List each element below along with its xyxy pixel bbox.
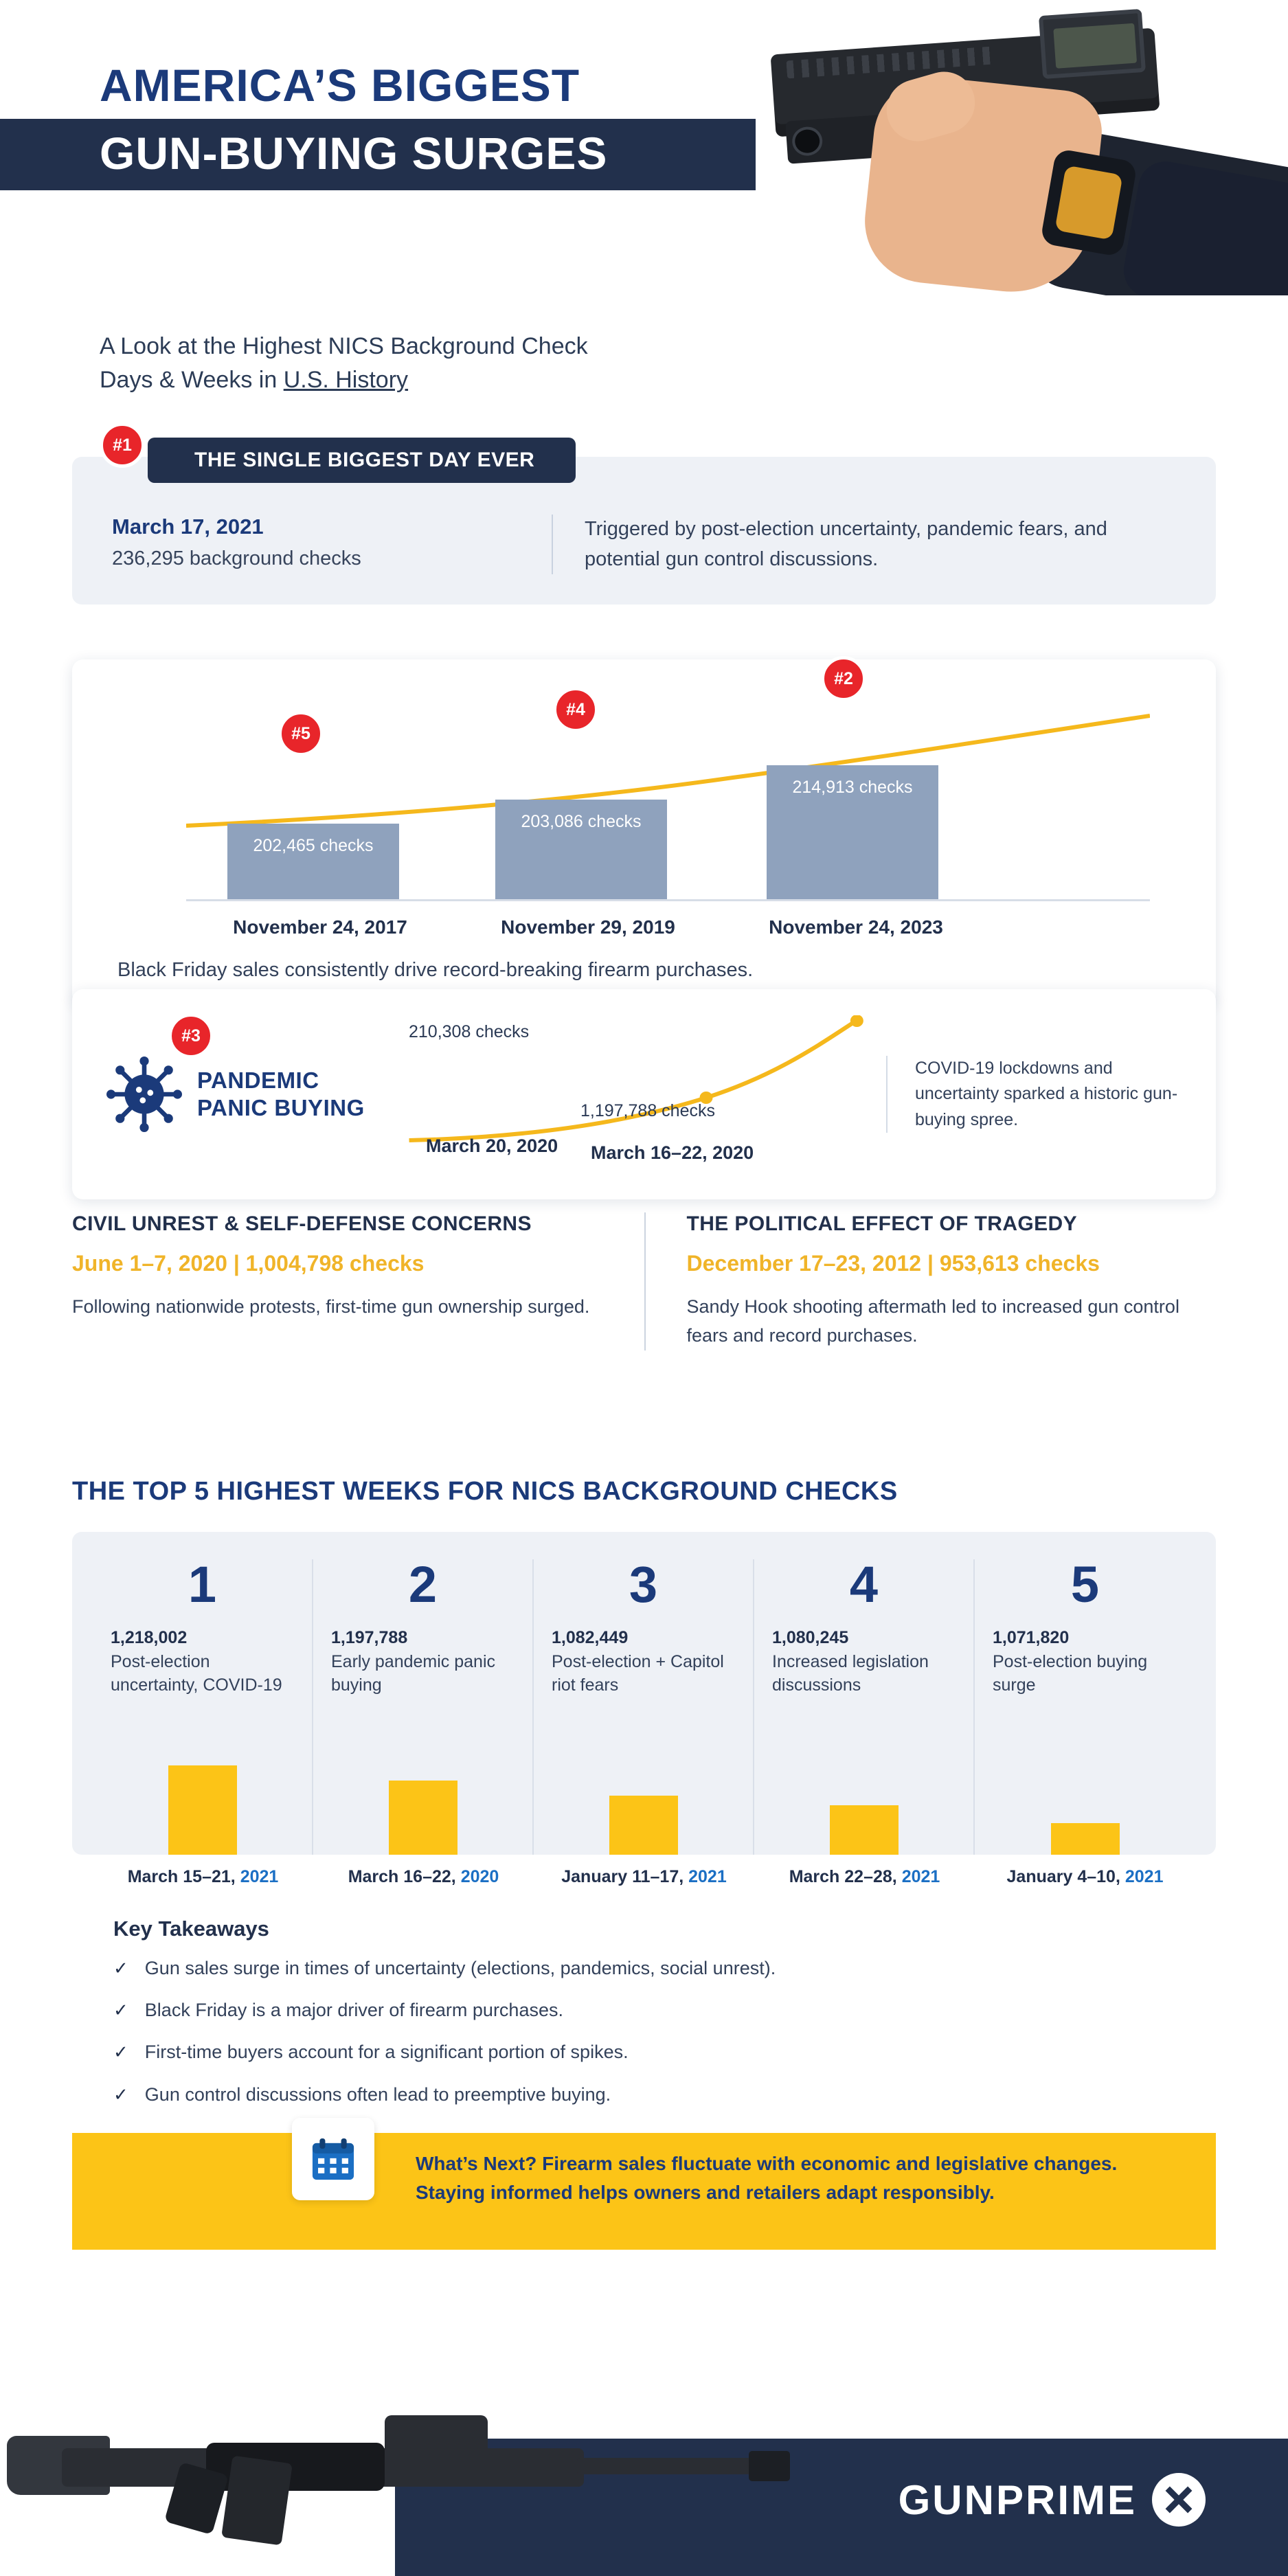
pandemic-title-line1: PANDEMIC xyxy=(197,1067,319,1094)
top5-rank: 5 xyxy=(1070,1556,1100,1613)
top5-panel xyxy=(72,1532,1216,1855)
top5-date-year: 2021 xyxy=(1125,1867,1164,1886)
top5-desc: Increased legislation discussions xyxy=(772,1652,929,1695)
two-column-section xyxy=(72,1212,1216,1351)
list-item xyxy=(113,2042,1144,2063)
subtitle-line2: Days & Weeks in xyxy=(100,367,284,394)
top5-rank: 1 xyxy=(188,1556,217,1613)
top5-item xyxy=(754,1556,975,1855)
black-friday-axis-labels xyxy=(186,916,1150,938)
key-takeaways-list xyxy=(113,1958,1144,2126)
top5-desc: Post-election uncertainty, COVID-19 xyxy=(111,1652,282,1695)
top5-date xyxy=(975,1867,1195,1887)
top5-date-main: January 11–17, xyxy=(561,1867,689,1886)
pandemic-description: COVID-19 lockdowns and uncertainty sparked a historic gun-buying spree. xyxy=(886,1056,1182,1133)
rank-badge-4: #4 xyxy=(553,687,598,732)
top5-date xyxy=(534,1867,754,1887)
subtitle-line1: A Look at the Highest NICS Background Check xyxy=(100,333,588,359)
takeaway-text: Gun control discussions often lead to preemptive buying. xyxy=(144,2083,611,2105)
bar-label-2017: November 24, 2017 xyxy=(233,916,407,938)
top5-date-year: 2021 xyxy=(688,1867,727,1886)
key-takeaways-title: Key Takeaways xyxy=(113,1917,269,1941)
calendar-icon xyxy=(292,2118,374,2200)
list-item xyxy=(113,2084,1144,2105)
subtitle-underlined: U.S. History xyxy=(283,367,409,394)
black-friday-note: Black Friday sales consistently drive record-breaking firearm purchases. xyxy=(117,959,754,981)
political-tragedy-text: Sandy Hook shooting aftermath led to increased gun control fears and record purchases. xyxy=(686,1296,1179,1346)
top5-number: 1,082,449 xyxy=(552,1628,629,1647)
top5-date-row xyxy=(93,1867,1195,1887)
section-ribbon-label: THE SINGLE BIGGEST DAY EVER xyxy=(148,438,576,483)
top5-number: 1,080,245 xyxy=(772,1628,849,1647)
biggest-day-date: March 17, 2021 xyxy=(112,515,264,539)
brand-name: GUNPRIME xyxy=(898,2476,1137,2523)
top5-date xyxy=(93,1867,313,1887)
top5-item xyxy=(93,1556,313,1855)
civil-unrest-text: Following nationwide protests, first-time gun ownership surged. xyxy=(72,1296,590,1317)
top5-item xyxy=(534,1556,754,1855)
top5-item xyxy=(975,1556,1195,1855)
top5-bar xyxy=(389,1781,457,1855)
top5-bar xyxy=(1051,1823,1120,1855)
list-item xyxy=(113,2000,1144,2021)
section-biggest-day xyxy=(72,449,1216,605)
pandemic-point2-date: March 16–22, 2020 xyxy=(591,1142,754,1163)
x-mark-icon xyxy=(1152,2473,1206,2527)
top5-desc: Post-election buying surge xyxy=(993,1652,1148,1695)
page-title-line2: GUN-BUYING SURGES xyxy=(100,128,608,179)
top5-date-main: January 4–10, xyxy=(1006,1867,1125,1886)
top5-date-main: March 22–28, xyxy=(789,1867,902,1886)
black-friday-chart xyxy=(186,695,1150,901)
political-tragedy-column xyxy=(644,1212,1217,1351)
check-icon: ✓ xyxy=(113,2042,128,2063)
pandemic-card xyxy=(72,989,1216,1199)
top5-date xyxy=(754,1867,975,1887)
title-block xyxy=(0,62,756,190)
top5-heading: THE TOP 5 HIGHEST WEEKS FOR NICS BACKGROUND CHECKS xyxy=(72,1477,898,1506)
political-tragedy-stat: December 17–23, 2012 | 953,613 checks xyxy=(686,1251,1100,1276)
civil-unrest-title: CIVIL UNREST & SELF-DEFENSE CONCERNS xyxy=(72,1212,532,1235)
rank-badge-3: #3 xyxy=(168,1013,214,1059)
check-icon: ✓ xyxy=(113,2083,128,2105)
top5-grid xyxy=(93,1556,1195,1855)
title-bar xyxy=(0,119,756,190)
top5-date-year: 2021 xyxy=(901,1867,940,1886)
political-tragedy-title: THE POLITICAL EFFECT OF TRAGEDY xyxy=(686,1212,1078,1235)
civil-unrest-stat: June 1–7, 2020 | 1,004,798 checks xyxy=(72,1251,425,1276)
hero-photo xyxy=(745,0,1288,295)
takeaway-text: Black Friday is a major driver of firearm purchases. xyxy=(144,2000,563,2021)
pandemic-title-line2: PANIC BUYING xyxy=(197,1095,365,1120)
bar-label-2019: November 29, 2019 xyxy=(501,916,675,938)
footer xyxy=(0,2336,1288,2576)
whats-next-banner xyxy=(72,2133,1216,2250)
header xyxy=(0,0,1288,323)
civil-unrest-column xyxy=(72,1212,644,1351)
top5-bar xyxy=(168,1765,237,1855)
bar-label-2023: November 24, 2023 xyxy=(769,916,943,938)
list-item xyxy=(113,1958,1144,1979)
takeaway-text: First-time buyers account for a significant portion of spikes. xyxy=(144,2042,629,2063)
pandemic-chart xyxy=(381,1015,886,1173)
top5-date-main: March 15–21, xyxy=(127,1867,240,1886)
subtitle xyxy=(100,330,787,398)
whats-next-text: What’s Next? Firearm sales fluctuate with economic and legislative changes. Staying informed helps owners and retailers adapt responsibly. xyxy=(416,2153,1118,2203)
rank-badge-2: #2 xyxy=(821,656,866,701)
rifle-photo xyxy=(0,2356,790,2535)
pandemic-title xyxy=(197,1067,365,1121)
top5-item xyxy=(313,1556,534,1855)
bar-2017: 202,465 checks xyxy=(227,824,399,899)
brand-logo xyxy=(899,2473,1206,2527)
top5-date-main: March 16–22, xyxy=(348,1867,461,1886)
top5-desc: Post-election + Capitol riot fears xyxy=(552,1652,724,1695)
top5-bar xyxy=(830,1805,899,1855)
page-title-line1: AMERICA’S BIGGEST xyxy=(100,60,580,111)
check-icon: ✓ xyxy=(113,2000,128,2021)
top5-rank: 2 xyxy=(408,1556,438,1613)
check-icon: ✓ xyxy=(113,1958,128,1978)
pandemic-point2-value: 1,197,788 checks xyxy=(580,1101,715,1120)
takeaway-text: Gun sales surge in times of uncertainty (elections, pandemics, social unrest). xyxy=(144,1958,776,1978)
biggest-day-checks: 236,295 background checks xyxy=(112,547,361,569)
top5-date-year: 2020 xyxy=(460,1867,499,1886)
pandemic-point1-value: 210,308 checks xyxy=(409,1022,530,1041)
top5-bar xyxy=(609,1796,678,1855)
bar-2023: 214,913 checks xyxy=(767,765,938,899)
top5-number: 1,218,002 xyxy=(111,1628,188,1647)
pandemic-point1-date: March 20, 2020 xyxy=(426,1136,558,1156)
top5-number: 1,071,820 xyxy=(993,1628,1070,1647)
top5-date xyxy=(313,1867,534,1887)
biggest-day-description: Triggered by post-election uncertainty, pandemic fears, and potential gun control discussions. xyxy=(552,515,1176,574)
top5-rank: 3 xyxy=(629,1556,658,1613)
bar-2019: 203,086 checks xyxy=(495,800,667,899)
top5-desc: Early pandemic panic buying xyxy=(331,1652,496,1695)
black-friday-chart-card xyxy=(72,659,1216,1005)
top5-number: 1,197,788 xyxy=(331,1628,408,1647)
top5-rank: 4 xyxy=(849,1556,879,1613)
rank-badge-5: #5 xyxy=(278,711,324,756)
virus-icon xyxy=(106,1057,182,1132)
top5-date-year: 2021 xyxy=(240,1867,279,1886)
rank-badge-1: #1 xyxy=(100,422,145,468)
